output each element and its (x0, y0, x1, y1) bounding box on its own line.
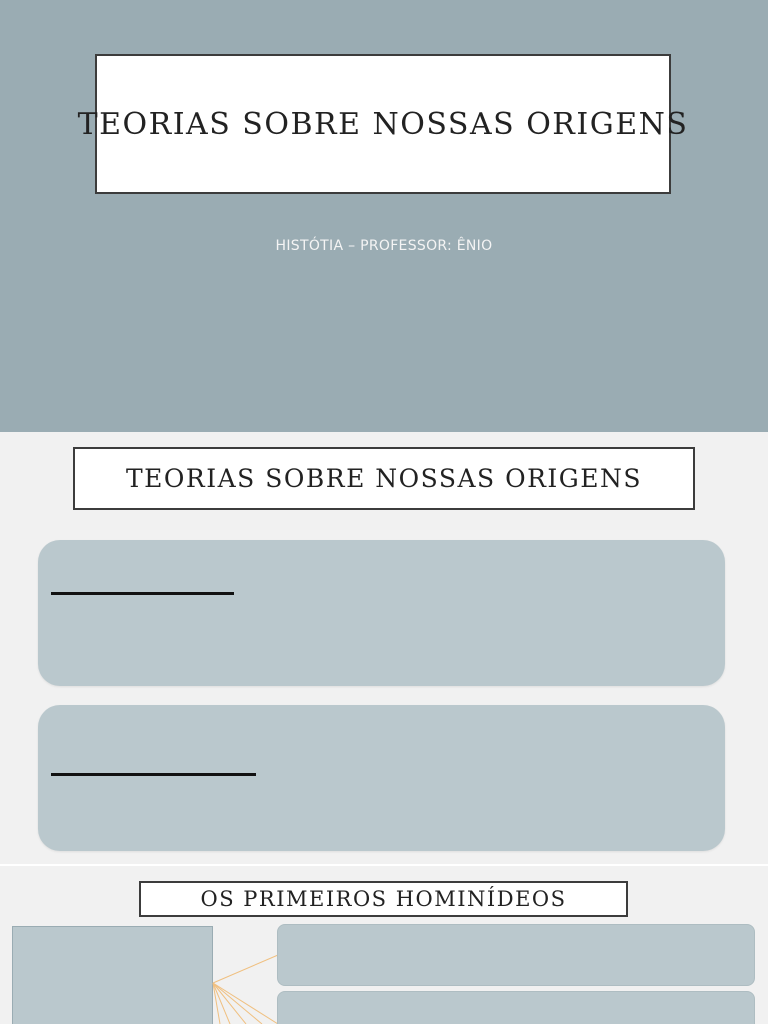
theory-panel-2 (38, 705, 725, 851)
hominids-slide (0, 866, 768, 1024)
title-slide (0, 0, 768, 432)
title-box (73, 447, 695, 510)
connector-line (213, 983, 230, 1024)
diagram-card (277, 924, 755, 986)
theories-slide (0, 432, 768, 864)
slide-subtitle: HISTÓTIA – PROFESSOR: ÊNIO (275, 238, 493, 254)
diagram-card (277, 991, 755, 1024)
slide-title: OS PRIMEIROS HOMINÍDEOS (200, 887, 567, 911)
title-box (77, 54, 689, 194)
connector-line (213, 955, 278, 983)
connector-line (213, 983, 220, 1024)
slide-title: TEORIAS SOBRE NOSSAS ORIGENS (126, 464, 642, 493)
theory-heading-line (51, 773, 256, 776)
slide-title: TEORIAS SOBRE NOSSAS ORIGENS (77, 106, 689, 142)
theory-heading-line (51, 592, 234, 595)
connector-line (213, 983, 262, 1024)
connector-line (213, 983, 246, 1024)
connector-line (213, 983, 278, 1024)
theory-panel-1 (38, 540, 725, 686)
